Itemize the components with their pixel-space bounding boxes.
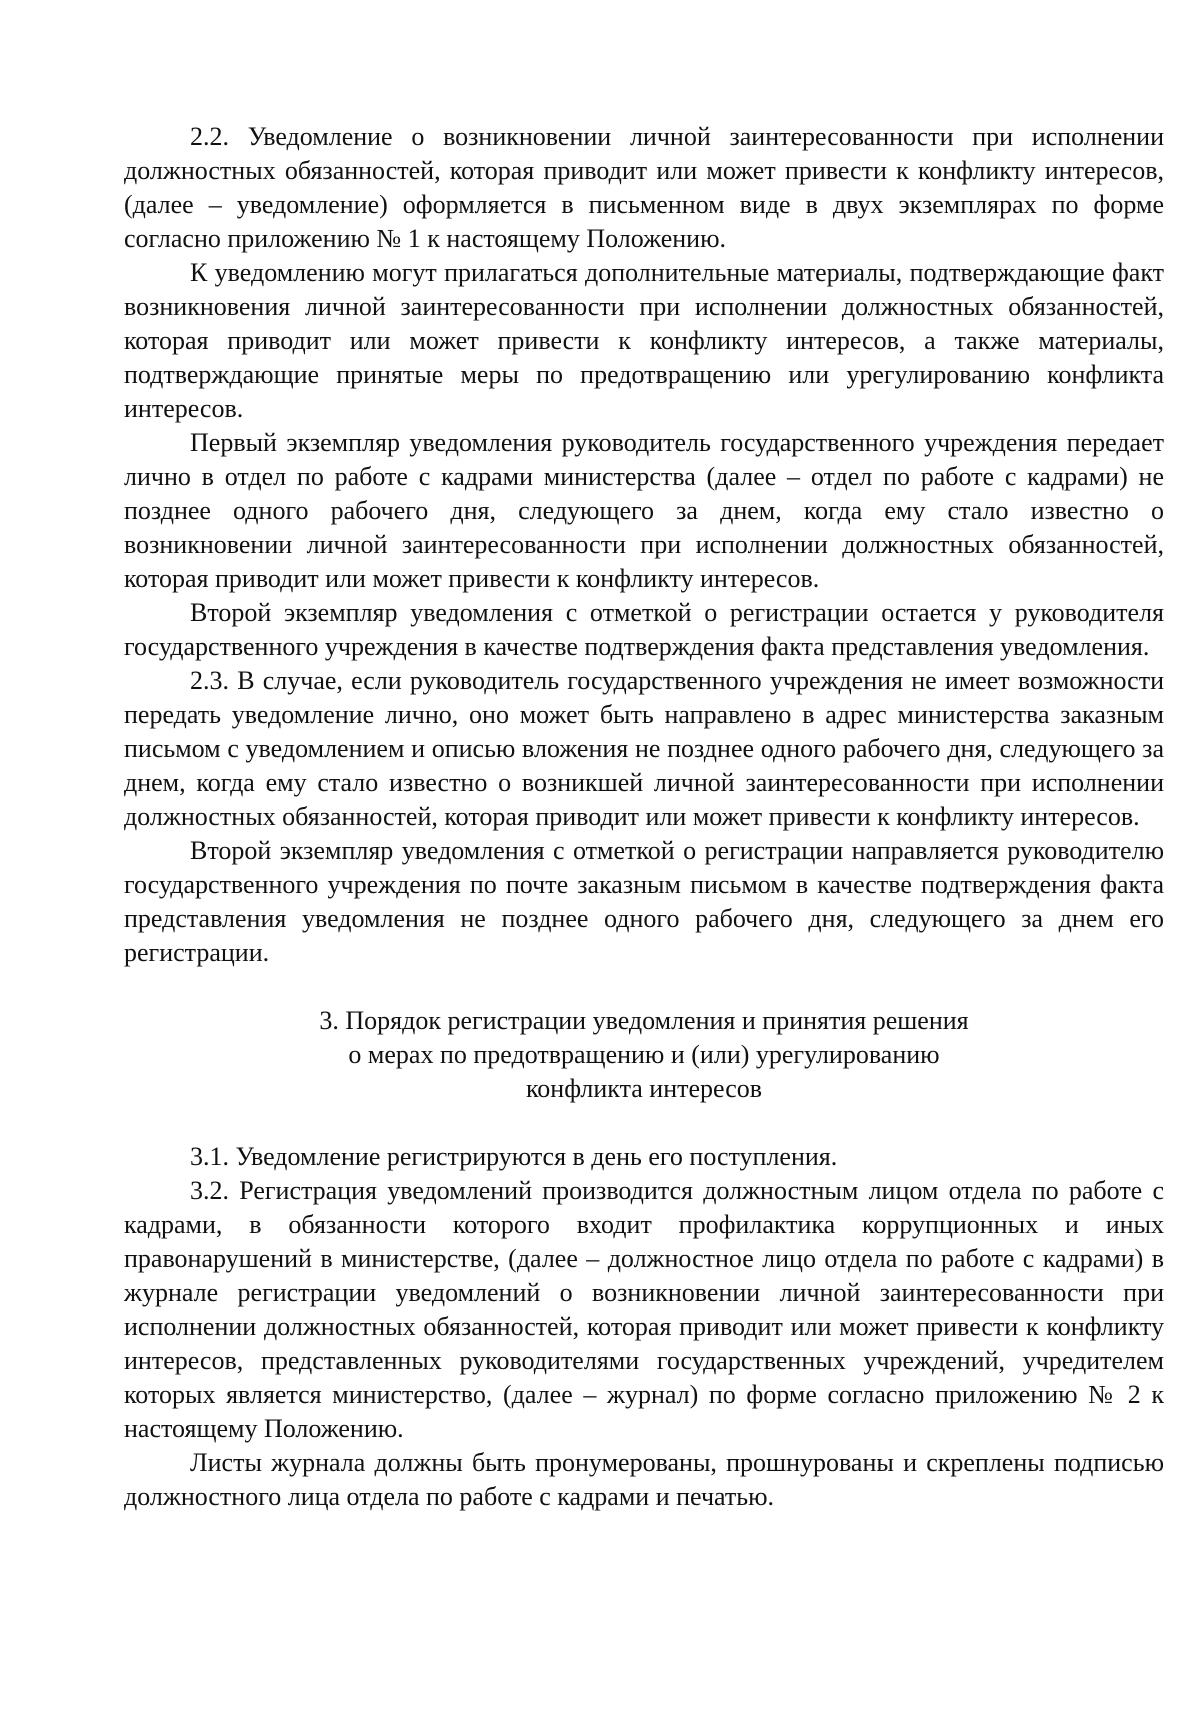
paragraph-second-copy-mail: Второй экземпляр уведомления с отметкой о регистрации направляется руководителю государственного учреждения по почте заказным письмом в качестве подтверждения факта представления уведомления не позднее одного рабочего дня, следующего за днем его регистрации. (124, 836, 1164, 967)
paragraph-3-2: 3.2. Регистрация уведомлений производится должностным лицом отдела по работе с кадрами, в обязанности которого входит профилактика коррупционных и иных правонарушений в министерстве, (далее – должностное лицо отдела по работе с кадрами) в журнале регистрации уведомлений о возникновении личной заинтересованности при исполнении должностных обязанностей, которая приводит или может привести к конфликту интересов, представленных руководителями государственных учреждений, учредителем которых является министерство, (далее – журнал) по форме согласно приложению № 2 к настоящему Положению. (124, 1176, 1164, 1443)
paragraph-second-copy: Второй экземпляр уведомления с отметкой о регистрации остается у руководителя государственного учреждения в качестве подтверждения факта представления уведомления. (124, 598, 1164, 661)
paragraph-2-2: 2.2. Уведомление о возникновении личной заинтересованности при исполнении должностных обязанностей, которая приводит или может привести к конфликту интересов, (далее – уведомление) оформляется в письменном виде в двух экземплярах по форме согласно приложению № 1 к настоящему Положению. (124, 122, 1164, 253)
section-heading-line-2: о мерах по предотвращению и (или) урегулированию (348, 1040, 940, 1069)
paragraph-attachments: К уведомлению могут прилагаться дополнительные материалы, подтверждающие факт возникновения личной заинтересованности при исполнении должностных обязанностей, которая приводит или может привести к конфликту интересов, а также материалы, подтверждающие принятые меры по предотвращению или урегулированию конфликта интересов. (124, 258, 1164, 423)
document-body (124, 120, 1164, 1514)
section-heading-line-3: конфликта интересов (525, 1074, 763, 1103)
section-3-heading (124, 1004, 1164, 1106)
paragraph-3-1: 3.1. Уведомление регистрируются в день его поступления. (190, 1142, 838, 1171)
paragraph-2-3: 2.3. В случае, если руководитель государственного учреждения не имеет возможности передать уведомление лично, оно может быть направлено в адрес министерства заказным письмом с уведомлением и описью вложения не позднее одного рабочего дня, следующего за днем, когда ему стало известно о возникшей личной заинтересованности при исполнении должностных обязанностей, которая приводит или может привести к конфликту интересов. (124, 666, 1164, 831)
section-heading-line-1: 3. Порядок регистрации уведомления и принятия решения (319, 1006, 969, 1035)
paragraph-journal-sheets: Листы журнала должны быть пронумерованы, прошнурованы и скреплены подписью должностного лица отдела по работе с кадрами и печатью. (124, 1448, 1164, 1511)
paragraph-first-copy: Первый экземпляр уведомления руководитель государственного учреждения передает лично в отдел по работе с кадрами министерства (далее – отдел по работе с кадрами) не позднее одного рабочего дня, следующего за днем, когда ему стало известно о возникновении личной заинтересованности при исполнении должностных обязанностей, которая приводит или может привести к конфликту интересов. (124, 428, 1164, 593)
